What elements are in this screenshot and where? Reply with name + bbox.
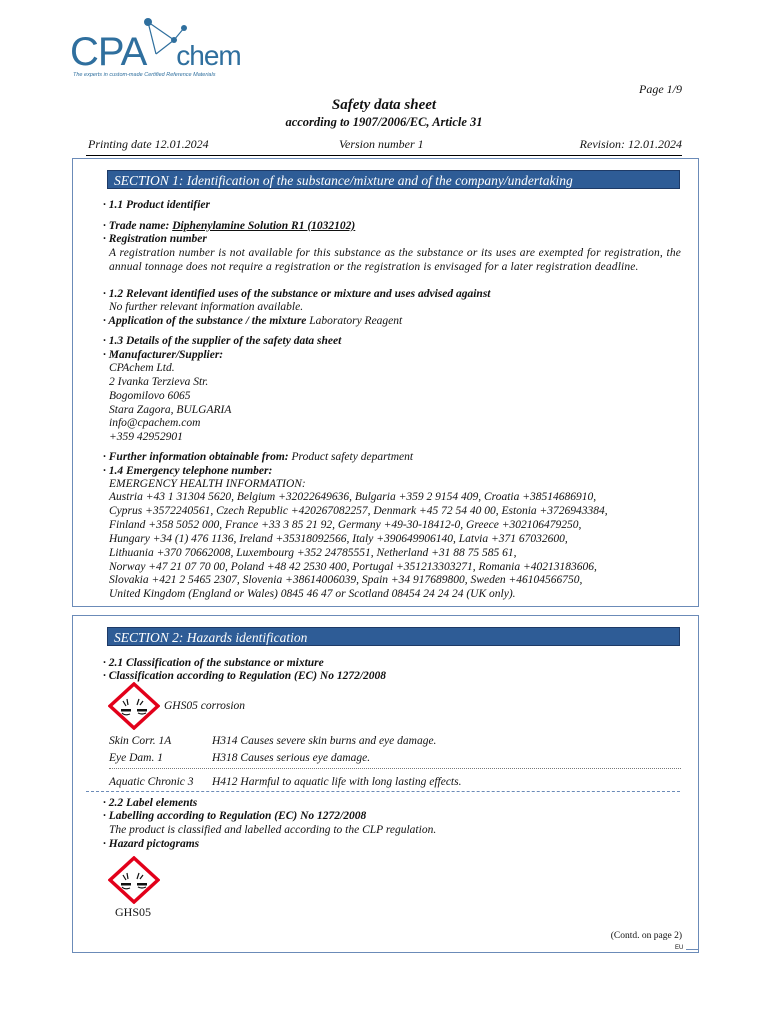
registration-text: A registration number is not available for this substance as the substance or its uses are exempted for registration, the annual tonnage does not require a registration or the registration is envisaged for a later registration deadline. — [109, 247, 681, 273]
printing-date: Printing date 12.01.2024 — [88, 137, 209, 151]
dotted-separator — [109, 768, 681, 769]
registration-number-heading: · Registration number — [103, 233, 207, 245]
ghs05-corrosion-icon — [108, 682, 160, 730]
document-title: Safety data sheet — [331, 97, 437, 113]
logo-text: CPA chem — [70, 30, 241, 74]
emergency-line: Norway +47 21 07 70 00, Poland +48 42 2530 400, Portugal +351213303271, Romania +40213183606, — [109, 561, 597, 573]
company-logo — [70, 16, 250, 86]
hazard-statement: H314 Causes severe skin burns and eye damage. — [212, 735, 437, 747]
further-information: · Further information obtainable from: Product safety department — [103, 451, 414, 463]
emergency-line: Lithuania +370 70662008, Luxembourg +352 24785551, Netherland +31 88 75 585 61, — [109, 547, 517, 559]
emergency-line: Austria +43 1 31304 5620, Belgium +32022649636, Bulgaria +359 2 9154 409, Croatia +38514686910, — [109, 491, 597, 503]
emergency-line: Cyprus +3572240561, Czech Republic +420267082257, Denmark +45 72 54 40 00, Estonia +3726943384, — [109, 505, 608, 517]
continued-note: (Contd. on page 2) — [610, 931, 682, 941]
region-rule — [686, 949, 698, 950]
header-rule — [86, 155, 682, 156]
address-line: Bogomilovo 6065 — [109, 390, 191, 402]
ghs05-pictogram-icon — [108, 856, 160, 904]
emergency-heading: · 1.4 Emergency telephone number: — [103, 465, 273, 477]
labelling-text: The product is classified and labelled according to the CLP regulation. — [109, 824, 437, 836]
region-label: EU — [675, 945, 684, 951]
revision-date: Revision: 12.01.2024 — [579, 137, 682, 151]
product-identifier-heading: · 1.1 Product identifier — [103, 199, 211, 211]
logo-tagline: The experts in custom-made Certified Reference Materials — [73, 72, 216, 78]
labelling-regulation: · Labelling according to Regulation (EC) No 1272/2008 — [103, 810, 367, 822]
classification-regulation: · Classification according to Regulation (EC) No 1272/2008 — [103, 670, 387, 682]
emergency-line: United Kingdom (England or Wales) 0845 46 47 or Scotland 08454 24 24 24 (UK only). — [109, 588, 516, 600]
hazard-class: Eye Dam. 1 — [109, 752, 163, 764]
trade-name: · Trade name: Diphenylamine Solution R1 (1032102) — [103, 220, 356, 232]
hazard-class: Aquatic Chronic 3 — [109, 776, 194, 788]
address-line: Stara Zagora, BULGARIA — [109, 404, 232, 416]
emergency-line: Finland +358 5052 000, France +33 3 85 21 92, Germany +49-30-18412-0, Greece +302106479250, — [109, 519, 582, 531]
emergency-line: Hungary +34 (1) 476 1136, Ireland +35318092566, Italy +390649906140, Latvia +371 67032600, — [109, 533, 568, 545]
document-subtitle: according to 1907/2006/EC, Article 31 — [285, 115, 483, 129]
application: · Application of the substance / the mixture Laboratory Reagent — [103, 315, 403, 327]
version-number: Version number 1 — [339, 137, 424, 151]
emergency-title: EMERGENCY HEALTH INFORMATION: — [109, 478, 306, 490]
page-number: Page 1/9 — [639, 82, 682, 96]
hazard-class: Skin Corr. 1A — [109, 735, 172, 747]
molecule-icon — [142, 16, 202, 66]
relevant-uses-heading: · 1.2 Relevant identified uses of the substance or mixture and uses advised against — [103, 288, 491, 300]
email: info@cpachem.com — [109, 417, 201, 429]
emergency-line: Slovakia +421 2 5465 2307, Slovenia +38614006039, Spain +34 917689800, Sweden +46104566750, — [109, 574, 583, 586]
ghs05-label: GHS05 corrosion — [164, 700, 246, 712]
hazard-pictograms-heading: · Hazard pictograms — [103, 838, 200, 850]
hazard-statement: H412 Harmful to aquatic life with long lasting effects. — [212, 776, 462, 788]
relevant-uses-text: No further relevant information available. — [109, 301, 304, 313]
phone: +359 42952901 — [109, 431, 183, 443]
hazard-statement: H318 Causes serious eye damage. — [212, 752, 371, 764]
section1-heading: SECTION 1: Identification of the substance/mixture and of the company/undertaking — [107, 170, 680, 189]
trade-name-value: Diphenylamine Solution R1 (1032102) — [172, 220, 356, 232]
section2-heading: SECTION 2: Hazards identification — [107, 627, 680, 646]
supplier-details-heading: · 1.3 Details of the supplier of the safety data sheet — [103, 335, 342, 347]
label-elements-heading: · 2.2 Label elements — [103, 797, 198, 809]
address-line: 2 Ivanka Terzieva Str. — [109, 376, 209, 388]
manufacturer-heading: · Manufacturer/Supplier: — [103, 349, 224, 361]
address-line: CPAchem Ltd. — [109, 362, 175, 374]
dashed-separator — [86, 791, 680, 792]
classification-heading: · 2.1 Classification of the substance or mixture — [103, 657, 324, 669]
pictogram-caption: GHS05 — [115, 905, 152, 919]
